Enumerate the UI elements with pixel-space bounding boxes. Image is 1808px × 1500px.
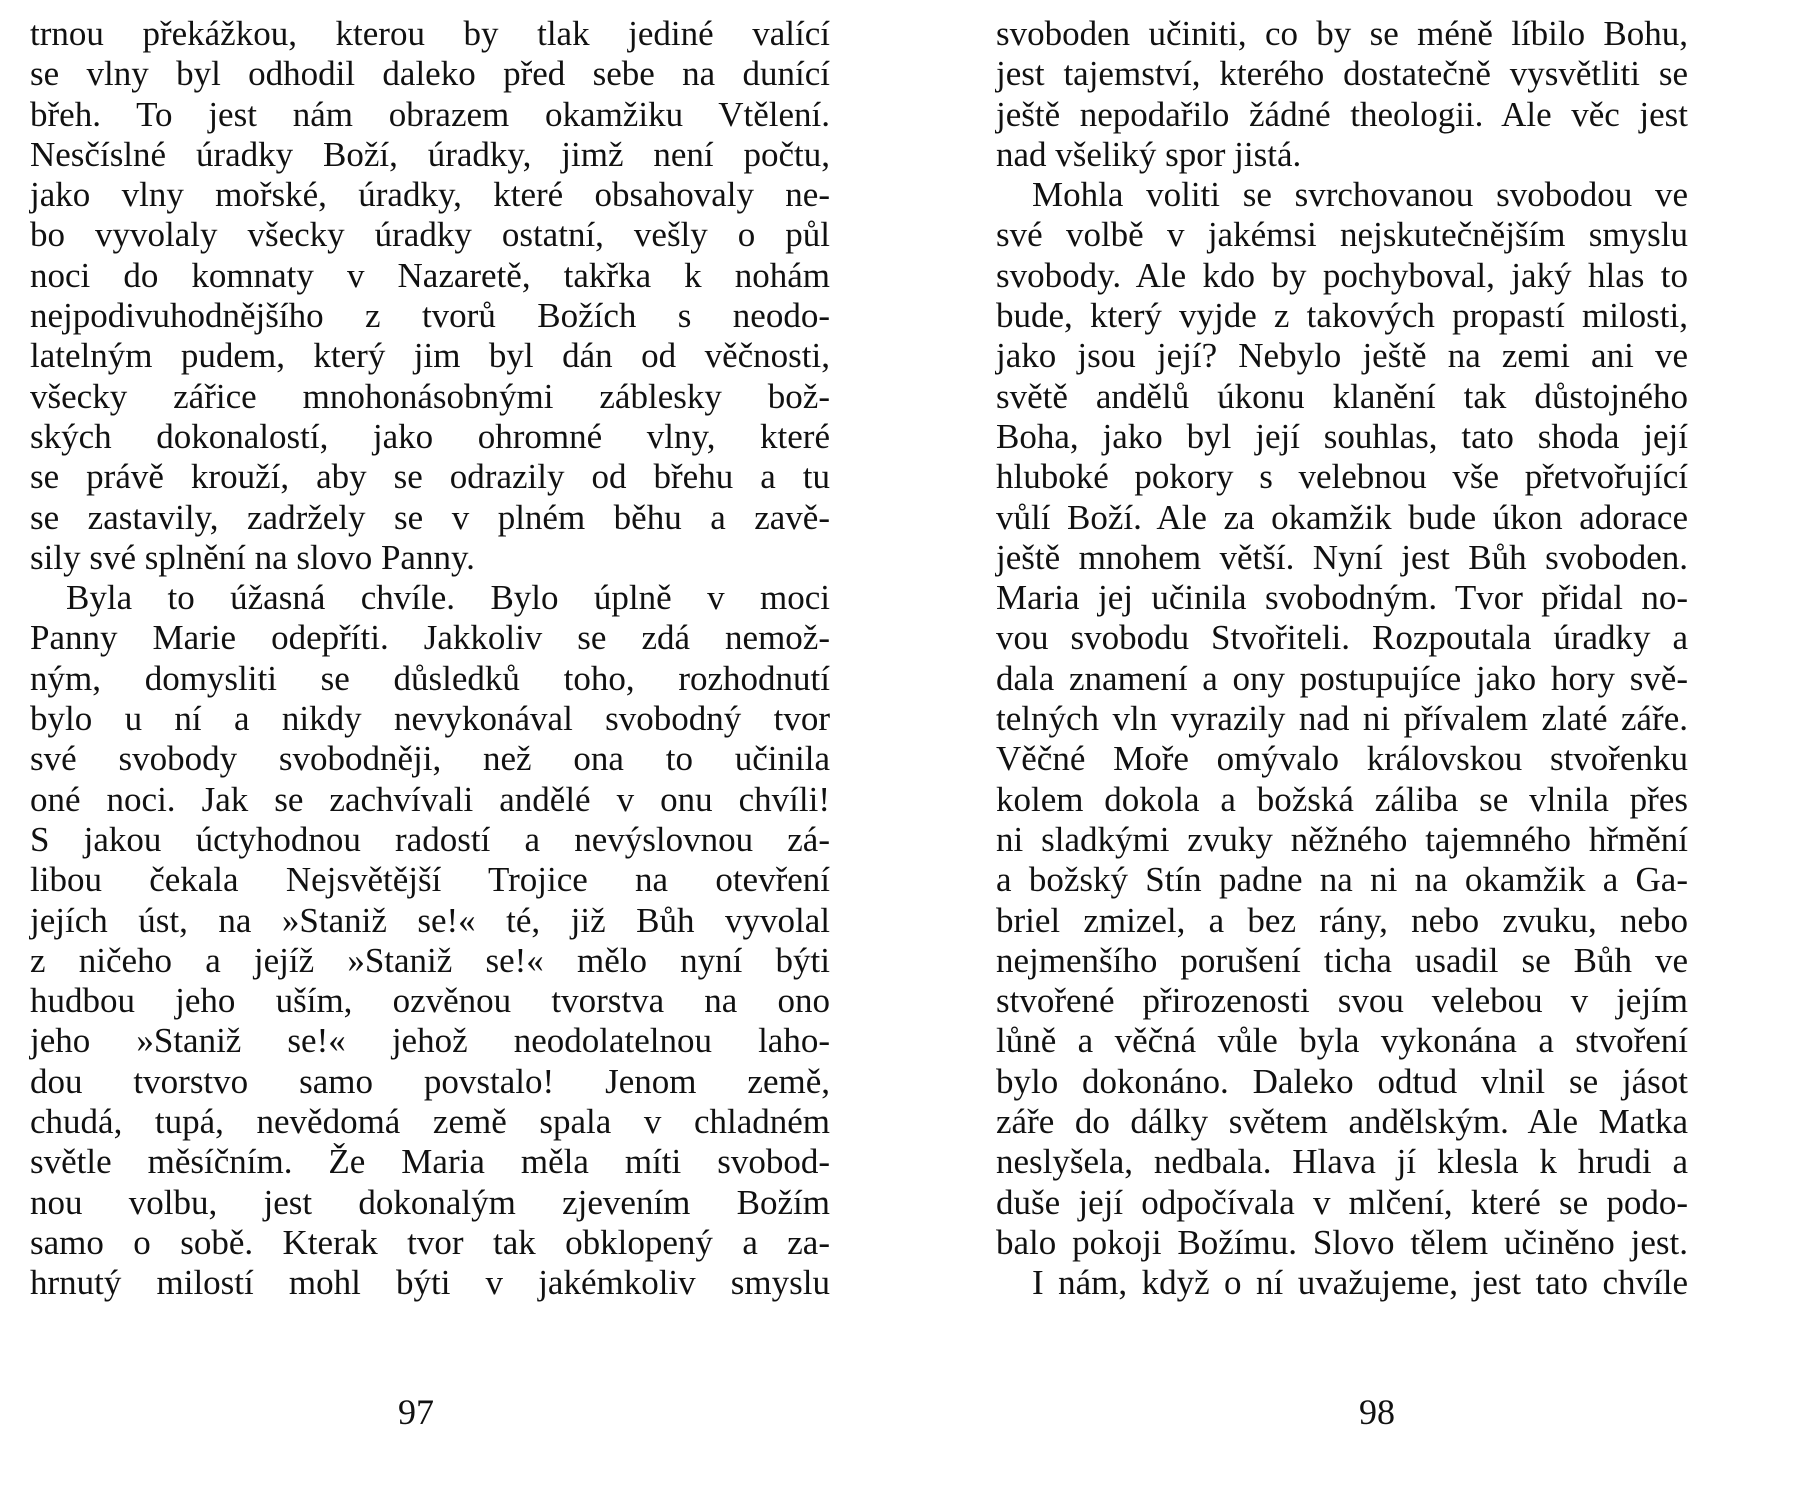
text-line: nou volbu, jest dokonalým zjevením Božím <box>30 1182 830 1222</box>
text-line: nad všeliký spor jistá. <box>996 134 1302 174</box>
text-line: světě andělů úkonu klanění tak důstojného <box>996 376 1688 416</box>
text-line: jako jsou její? Nebylo ještě na zemi ani ve <box>996 336 1688 376</box>
text-line: a božský Stín padne na ni na okamžik a Ga- <box>996 860 1688 900</box>
text-line: jako vlny mořské, úradky, které obsahovaly ne- <box>30 175 830 215</box>
text-line: vůlí Boží. Ale za okamžik bude úkon adorace <box>996 497 1688 537</box>
text-line: samo o sobě. Kterak tvor tak obklopený a za- <box>30 1222 830 1262</box>
text-line: stvořené přirozenosti svou velebou v jejím <box>996 981 1688 1021</box>
text-line: oné noci. Jak se zachvívali andělé v onu chvíli! <box>30 779 830 819</box>
text-line: lůně a věčná vůle byla vykonána a stvoření <box>996 1021 1688 1061</box>
text-line: Byla to úžasná chvíle. Bylo úplně v moci <box>66 578 830 618</box>
text-line: vou svobodu Stvořiteli. Rozpoutala úradky a <box>996 618 1688 658</box>
left-page-text <box>30 14 830 1304</box>
text-line: bo vyvolaly všecky úradky ostatní, vešly o půl <box>30 215 830 255</box>
text-line: jejích úst, na »Staniž se!« té, již Bůh vyvolal <box>30 900 830 940</box>
text-line: ských dokonalostí, jako ohromné vlny, které <box>30 416 830 456</box>
text-line: se vlny byl odhodil daleko před sebe na dunící <box>30 54 830 94</box>
text-line: jeho »Staniž se!« jehož neodolatelnou laho- <box>30 1021 830 1061</box>
text-line: hudbou jeho uším, ozvěnou tvorstva na ono <box>30 981 830 1021</box>
text-line: své volbě v jakémsi nejskutečnějším smyslu <box>996 215 1688 255</box>
right-page-number: 98 <box>1359 1392 1395 1432</box>
text-line: nejmenšího porušení ticha usadil se Bůh ve <box>996 940 1688 980</box>
text-line: světle měsíčním. Že Maria měla míti svobod- <box>30 1142 830 1182</box>
text-line: neslyšela, nedbala. Hlava jí klesla k hrudi a <box>996 1142 1688 1182</box>
text-line: latelným pudem, který jim byl dán od věčnosti, <box>30 336 830 376</box>
text-line: dou tvorstvo samo povstalo! Jenom země, <box>30 1061 830 1101</box>
text-line: jest tajemství, kterého dostatečně vysvětliti se <box>996 54 1688 94</box>
text-line: briel zmizel, a bez rány, nebo zvuku, nebo <box>996 900 1688 940</box>
text-line: duše její odpočívala v mlčení, které se podo- <box>996 1182 1688 1222</box>
text-line: Nesčíslné úradky Boží, úradky, jimž není počtu, <box>30 134 830 174</box>
text-line: ni sladkými zvuky něžného tajemného hřmění <box>996 819 1688 859</box>
text-line: Mohla voliti se svrchovanou svobodou ve <box>1032 175 1688 215</box>
text-line: se právě krouží, aby se odrazily od břehu a tu <box>30 457 830 497</box>
text-line: balo pokoji Božímu. Slovo tělem učiněno jest. <box>996 1222 1688 1262</box>
text-line: kolem dokola a božská záliba se vlnila přes <box>996 779 1688 819</box>
text-line: telných vln vyrazily nad ni přívalem zlaté záře. <box>996 699 1688 739</box>
text-line: sily své splnění na slovo Panny. <box>30 537 475 577</box>
text-line: svobody. Ale kdo by pochyboval, jaký hlas to <box>996 255 1688 295</box>
right-page <box>904 0 1808 1500</box>
text-line: bude, který vyjde z takových propastí milosti, <box>996 296 1688 336</box>
text-line: ným, domysliti se důsledků toho, rozhodnutí <box>30 658 830 698</box>
text-line: svoboden učiniti, co by se méně líbilo Bohu, <box>996 14 1688 53</box>
text-line: S jakou úctyhodnou radostí a nevýslovnou zá- <box>30 819 830 859</box>
text-line: hrnutý milostí mohl býti v jakémkoliv smyslu <box>30 1263 830 1303</box>
text-line: nejpodivuhodnějšího z tvorů Božích s neodo- <box>30 296 830 336</box>
text-line: libou čekala Nejsvětější Trojice na otevření <box>30 860 830 900</box>
text-line: dala znamení a ony postupujíce jako hory svě- <box>996 658 1688 698</box>
text-line: břeh. To jest nám obrazem okamžiku Vtělení. <box>30 94 830 134</box>
right-page-text <box>996 14 1688 1304</box>
text-line: hluboké pokory s velebnou vše přetvořující <box>996 457 1688 497</box>
text-line: ještě mnohem větší. Nyní jest Bůh svoboden. <box>996 537 1688 577</box>
text-line: Panny Marie odepříti. Jakkoliv se zdá nemož- <box>30 618 830 658</box>
text-line: se zastavily, zadržely se v plném běhu a zavě- <box>30 497 830 537</box>
text-line: noci do komnaty v Nazaretě, takřka k nohám <box>30 255 830 295</box>
text-line: Boha, jako byl její souhlas, tato shoda její <box>996 416 1688 456</box>
text-line: své svobody svobodněji, než ona to učinila <box>30 739 830 779</box>
text-line: bylo dokonáno. Daleko odtud vlnil se jásot <box>996 1061 1688 1101</box>
text-line: všecky zářice mnohonásobnými záblesky bož- <box>30 376 830 416</box>
text-line: z ničeho a jejíž »Staniž se!« mělo nyní býti <box>30 940 830 980</box>
text-line: trnou překážkou, kterou by tlak jediné valící <box>30 14 830 53</box>
text-line: Věčné Moře omývalo královskou stvořenku <box>996 739 1688 779</box>
text-line: chudá, tupá, nevědomá země spala v chladném <box>30 1102 830 1142</box>
text-line: bylo u ní a nikdy nevykonával svobodný tvor <box>30 699 830 739</box>
text-line: Maria jej učinila svobodným. Tvor přidal no- <box>996 578 1688 618</box>
text-line: záře do dálky světem andělským. Ale Matka <box>996 1102 1688 1142</box>
text-line: I nám, když o ní uvažujeme, jest tato chvíle <box>1032 1263 1688 1303</box>
left-page-number: 97 <box>398 1392 434 1432</box>
text-line: ještě nepodařilo žádné theologii. Ale věc jest <box>996 94 1688 134</box>
